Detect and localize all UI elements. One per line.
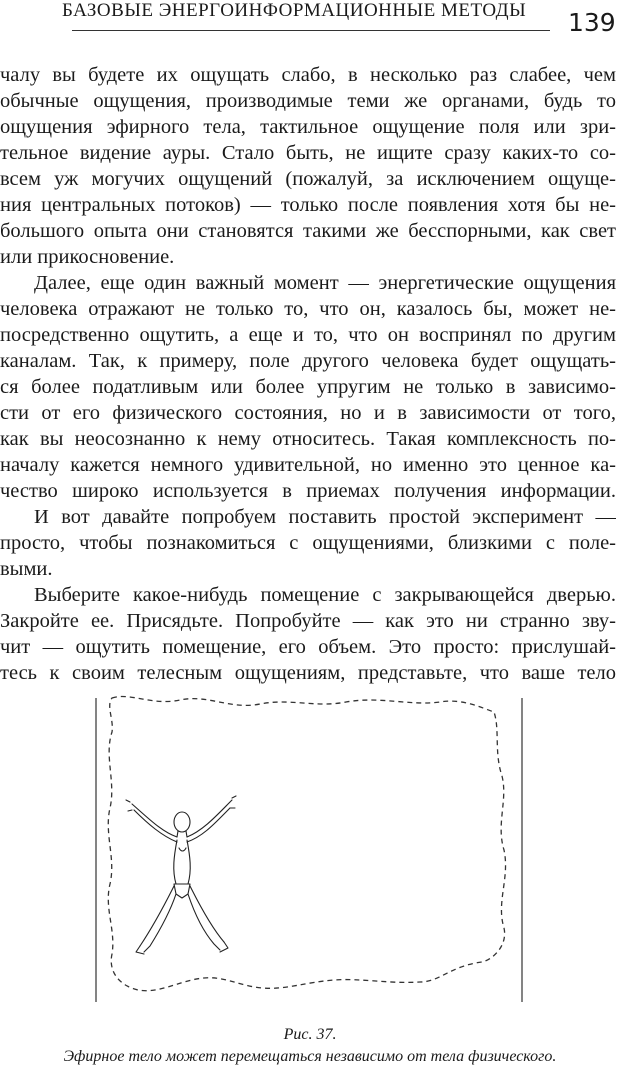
text-line: чалу вы будете их ощущать слабо, в несколько раз слабее, чем — [0, 64, 616, 86]
running-title: БАЗОВЫЕ ЭНЕРГОИНФОРМАЦИОННЫЕ МЕТОДЫ — [62, 0, 527, 21]
text-line: чество широко используется в приемах получения информации. — [0, 480, 616, 502]
ethereal-body-outline — [108, 696, 505, 990]
text-line: ния центральных потоков) — только после появления хотя бы не- — [0, 194, 616, 216]
text-line: ощущения эфирного тела, тактильное ощущение поля или зри- — [0, 116, 616, 138]
figure-label: Рис. 37. — [283, 1026, 337, 1043]
text-line: И вот давайте попробуем поставить простой эксперимент — — [34, 506, 616, 528]
text-line: обычные ощущения, производимые теми же органами, будь то — [0, 90, 616, 112]
text-line: как вы неосознанно к нему относитесь. Такая комплексность по- — [0, 428, 616, 450]
text-line: Выберите какое-нибудь помещение с закрывающейся дверью. — [34, 584, 616, 606]
figure-illustration — [90, 690, 530, 1010]
human-figure-icon — [126, 796, 236, 954]
text-line: каналам. Так, к примеру, поле другого человека будет ощущать- — [0, 350, 616, 372]
header-rule — [72, 30, 550, 31]
text-line: ся более податливым или более упругим не только в зависимо- — [0, 376, 616, 398]
text-line: тельное видение ауры. Стало быть, не ищите сразу каких-то со- — [0, 142, 616, 164]
text-line: или прикосновение. — [0, 246, 175, 268]
text-line: всем уж могучих ощущений (пожалуй, за исключением ощуще- — [0, 168, 616, 190]
text-line: Закройте ее. Присядьте. Попробуйте — как это ни странно зву- — [0, 610, 616, 632]
text-line: просто, чтобы познакомиться с ощущениями, близкими с поле- — [0, 532, 616, 554]
text-line: выми. — [0, 558, 53, 580]
text-line: Далее, еще один важный момент — энергетические ощущения — [34, 272, 616, 294]
text-line: посредственно ощутить, а еще и то, что он воспринял по другим — [0, 324, 616, 346]
page-header — [0, 0, 620, 44]
text-line: чит — ощутить помещение, его объем. Это просто: прислушай- — [0, 636, 616, 658]
text-line: человека отражают не только то, что он, казалось бы, может не- — [0, 298, 616, 320]
page-number: 139 — [568, 8, 616, 37]
text-line: началу кажется немного удивительной, но именно это ценное ка- — [0, 454, 616, 476]
figure-caption: Эфирное тело может перемещаться независимо от тела физического. — [63, 1048, 557, 1065]
text-line: большого опыта они становятся такими же бесспорными, как свет — [0, 220, 616, 242]
text-line: сти от его физического состояния, но и в зависимости от того, — [0, 402, 616, 424]
text-line: тесь к своим телесным ощущениям, представьте, что ваше тело — [0, 662, 616, 684]
